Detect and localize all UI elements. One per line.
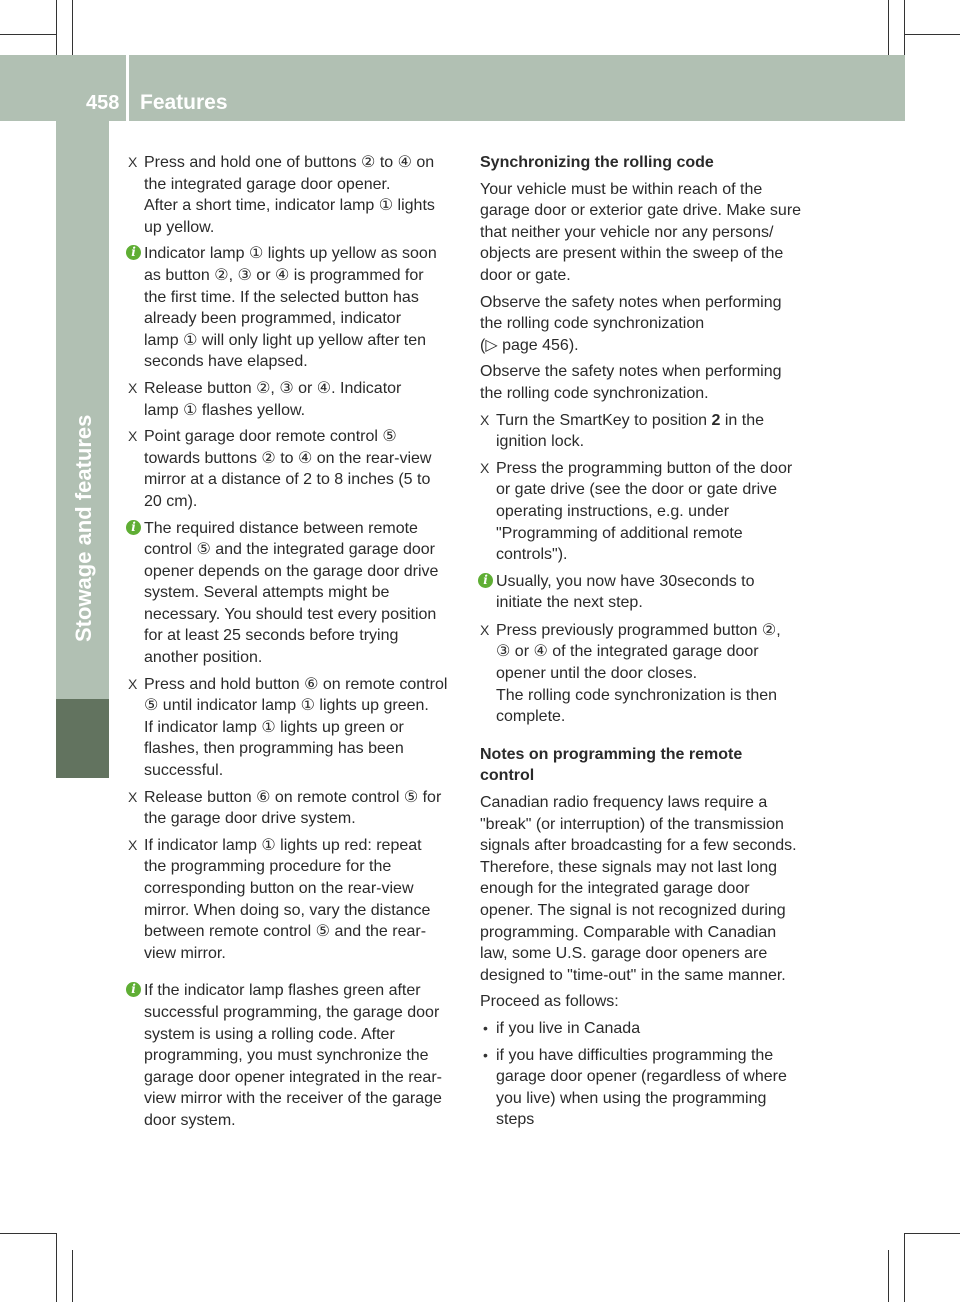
crop-mark — [888, 1250, 889, 1302]
crop-mark — [0, 1233, 56, 1234]
header-divider — [126, 55, 129, 121]
text-line: if you live in Canada — [496, 1019, 641, 1037]
text-line: the garage door drive system. — [144, 810, 356, 828]
text-line: another position. — [144, 649, 263, 667]
text-line: mirror at a distance of 2 to 8 inches (5 to — [144, 471, 431, 489]
text-line: Canadian radio frequency laws require a — [480, 794, 768, 812]
text-line: "break" (or interruption) of the transmission — [480, 815, 784, 833]
text-line: 20 cm). — [144, 492, 198, 510]
step-item — [128, 152, 463, 238]
crop-mark — [72, 0, 73, 55]
arrow-step-icon: X — [480, 459, 490, 476]
text-line: for at least 25 seconds before trying — [144, 627, 399, 645]
text-line: "Programming of additional remote — [496, 524, 743, 542]
page-title: Features — [140, 91, 228, 114]
crop-mark — [72, 1250, 73, 1302]
text-line: the first time. If the selected button has — [144, 288, 419, 306]
text-line: system. Several attempts might be — [144, 584, 390, 602]
arrow-step-icon: X — [128, 154, 138, 170]
text-line: The required distance between remote — [144, 519, 418, 537]
text-line: successful programming, the garage door — [144, 1003, 440, 1021]
paragraph — [480, 292, 815, 357]
text-line: ③ or ④ of the integrated garage door — [496, 643, 759, 661]
text-line: already been programmed, indicator — [144, 310, 402, 328]
text-line: Your vehicle must be within reach of the — [480, 180, 763, 198]
text-line: garage door or exterior gate drive. Make sure — [480, 202, 802, 220]
info-note — [128, 518, 463, 669]
text-line: operating instructions, e.g. under — [496, 502, 730, 520]
header-band — [0, 55, 905, 121]
text-line: mirror. When doing so, vary the distance — [144, 901, 431, 919]
crop-mark — [888, 0, 889, 55]
text-line: Observe the safety notes when performing — [480, 363, 782, 381]
text-line: signals after broadcasting for a few seconds. — [480, 837, 797, 855]
text-line: If the indicator lamp flashes green after — [144, 982, 421, 1000]
text-line: as button ②, ③ or ④ is programmed for — [144, 266, 424, 284]
text-line: if you have difficulties programming the — [496, 1046, 774, 1064]
text-line: the integrated garage door opener. — [144, 175, 391, 193]
text-line: you live) when using the programming — [496, 1089, 767, 1107]
arrow-step-icon: X — [128, 675, 138, 692]
step-item — [128, 378, 463, 421]
text-line: opener. The signal is not recognized during — [480, 902, 786, 919]
step-item — [480, 620, 815, 728]
section-tab-text: Stowage and features — [71, 414, 96, 642]
text-line: If indicator lamp ① lights up green or — [144, 718, 404, 736]
arrow-step-icon: X — [480, 411, 490, 428]
paragraph — [480, 179, 815, 287]
text-line: Release button ②, ③ or ④. Indicator — [144, 379, 402, 397]
text-line: lamp ① flashes yellow. — [144, 401, 306, 419]
text-line: Point garage door remote control ⑤ — [144, 428, 397, 446]
bullet-item — [480, 1018, 815, 1040]
info-icon: i — [478, 573, 493, 588]
text-line: the programming procedure for the — [144, 858, 392, 876]
arrow-step-icon: X — [128, 428, 138, 445]
arrow-step-icon: X — [128, 788, 138, 805]
text-line: necessary. You should test every position — [144, 605, 437, 623]
text-line: Release button ⑥ on remote control ⑤ for — [144, 788, 442, 806]
arrow-step-icon: X — [128, 379, 138, 396]
page-number: 458 — [86, 92, 120, 114]
paragraph — [480, 792, 815, 986]
text-line: steps — [496, 1111, 535, 1129]
text-line: ignition lock. — [496, 433, 585, 451]
arrow-step-icon: X — [480, 621, 490, 638]
text-line: If indicator lamp ① lights up red: repeat — [144, 836, 422, 854]
step-item — [480, 458, 815, 566]
text-fragment: in the — [720, 411, 765, 429]
text-line: control ⑤ and the integrated garage door — [144, 541, 435, 559]
page-reference: (▷ page 456). — [480, 336, 579, 354]
text-line: enough for the integrated garage door — [480, 880, 750, 898]
text-line: objects are present within the sweep of the — [480, 245, 784, 263]
text-line: garage door opener integrated in the rear- — [144, 1068, 442, 1086]
text-line: or gate drive (see the door or gate drive — [496, 481, 778, 499]
info-note — [128, 980, 463, 1131]
bullet-item — [480, 1045, 815, 1131]
left-column — [128, 152, 463, 1132]
text-line: programming, you must synchronize the — [144, 1047, 429, 1065]
text-fragment: Turn the SmartKey to position — [496, 411, 712, 429]
section-tab-marker — [56, 699, 109, 778]
crop-mark — [904, 1233, 905, 1302]
text-line: complete. — [496, 708, 566, 726]
step-item — [128, 835, 463, 965]
text-line: programming. Comparable with Canadian — [480, 923, 777, 941]
info-note — [480, 571, 815, 614]
text-line: Press and hold button ⑥ on remote control — [144, 675, 448, 693]
text-line: The rolling code synchronization is then — [496, 686, 778, 704]
crop-mark — [905, 34, 960, 35]
text-line: Therefore, these signals may not last long — [480, 858, 778, 876]
paragraph — [480, 361, 815, 404]
text-line: opener depends on the garage door drive — [144, 562, 439, 580]
position-number: 2 — [711, 411, 721, 429]
text-line: Press and hold one of buttons ② to ④ on — [144, 154, 435, 171]
text-line: successful. — [144, 762, 224, 780]
text-line: corresponding button on the rear-view — [144, 880, 414, 897]
right-column — [480, 152, 815, 1131]
section-heading: Synchronizing the rolling code — [480, 154, 714, 171]
step-item — [128, 787, 463, 830]
text-line: Observe the safety notes when performing — [480, 293, 782, 311]
text-line: Usually, you now have 30seconds to — [496, 572, 755, 590]
crop-mark — [0, 34, 56, 35]
text-line: seconds have elapsed. — [144, 353, 308, 371]
text-line: the rolling code synchronization. — [480, 384, 709, 402]
crop-mark — [56, 1233, 57, 1302]
text-line: that neither your vehicle nor any persons/ — [480, 223, 774, 241]
text-line: designed to "time-out" in the same manner. — [480, 966, 786, 984]
text-line: initiate the next step. — [496, 594, 643, 612]
heading-line: control — [480, 767, 535, 785]
crop-mark — [904, 0, 905, 55]
text-line: law, some U.S. garage door openers are — [480, 945, 768, 963]
text-line: Press previously programmed button ②, — [496, 621, 781, 639]
bullet-icon: • — [483, 1046, 488, 1063]
text-line: between remote control ⑤ and the rear- — [144, 923, 427, 941]
text-line: Indicator lamp ① lights up yellow as soon — [144, 245, 437, 263]
text-line: the rolling code synchronization — [480, 315, 705, 333]
text-line: controls"). — [496, 546, 568, 564]
text-line: up yellow. — [144, 218, 215, 236]
info-icon: i — [126, 982, 141, 997]
arrow-step-icon: X — [128, 836, 138, 853]
text-line: system is using a rolling code. After — [144, 1025, 395, 1043]
step-item — [128, 674, 463, 782]
text-line: flashes, then programming has been — [144, 740, 404, 758]
text-line: door system. — [144, 1111, 236, 1129]
text-line: view mirror with the receiver of the garage — [144, 1090, 442, 1108]
info-icon: i — [126, 245, 141, 260]
crop-mark — [905, 1233, 960, 1234]
heading-line: Notes on programming the remote — [480, 745, 743, 763]
text-line: towards buttons ② to ④ on the rear-view — [144, 449, 432, 467]
text-line: After a short time, indicator lamp ① lights — [144, 197, 435, 215]
text-line: garage door opener (regardless of where — [496, 1068, 787, 1086]
step-item — [128, 426, 463, 512]
text-line: door or gate. — [480, 266, 571, 284]
text-line: view mirror. — [144, 944, 226, 962]
info-note — [128, 243, 463, 373]
section-heading — [480, 744, 815, 787]
text-line: ⑤ until indicator lamp ① lights up green. — [144, 697, 429, 715]
paragraph: Proceed as follows: — [480, 993, 619, 1011]
text-line: opener until the door closes. — [496, 665, 698, 683]
text-line — [496, 410, 815, 432]
crop-mark — [56, 0, 57, 55]
bullet-icon: • — [483, 1019, 488, 1036]
info-icon: i — [126, 520, 141, 535]
text-line: lamp ① will only light up yellow after ten — [144, 331, 427, 349]
text-line: Press the programming button of the door — [496, 459, 793, 477]
step-item — [480, 410, 815, 453]
